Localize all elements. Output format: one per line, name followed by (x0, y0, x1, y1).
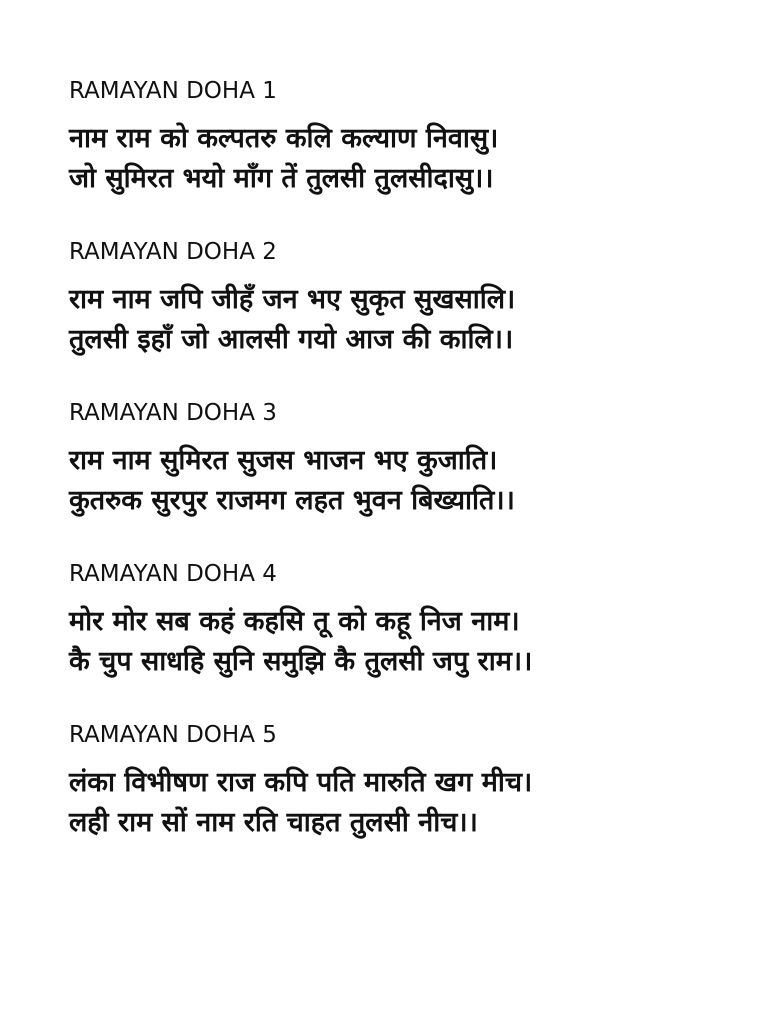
doha-verse (69, 602, 749, 682)
doha-heading: RAMAYAN DOHA 5 (69, 722, 277, 748)
doha-heading: RAMAYAN DOHA 3 (69, 400, 277, 426)
doha-line: कै चुप साधहि सुनि समुझि कै तुलसी जपु राम।। (69, 646, 533, 677)
doha-section (69, 399, 749, 521)
doha-section (69, 560, 749, 682)
doha-verse (69, 280, 749, 360)
doha-line: लंका विभीषण राज कपि पति मारुति खग मीच। (69, 767, 533, 798)
doha-line: जो सुमिरत भयो माँग तें तुलसी तुलसीदासु।। (69, 163, 494, 194)
doha-line: राम नाम सुमिरत सुजस भाजन भए कुजाति। (69, 445, 498, 476)
doha-heading: RAMAYAN DOHA 4 (69, 561, 277, 587)
doha-heading: RAMAYAN DOHA 1 (69, 78, 277, 104)
doha-line: कुतरुक सुरपुर राजमग लहत भुवन बिख्याति।। (69, 485, 515, 516)
doha-line: राम नाम जपि जीहँ जन भए सुकृत सुखसालि। (69, 284, 516, 315)
doha-section (69, 238, 749, 360)
doha-heading: RAMAYAN DOHA 2 (69, 239, 277, 265)
doha-section (69, 721, 749, 843)
doha-section (69, 77, 749, 199)
doha-line: नाम राम को कल्पतरु कलि कल्याण निवासु। (69, 123, 499, 154)
doha-line: मोर मोर सब कहं कहसि तू को कहू निज नाम। (69, 606, 520, 637)
doha-line: तुलसी इहाँ जो आलसी गयो आज की कालि।। (69, 324, 514, 355)
doha-line: लही राम सों नाम रति चाहत तुलसी नीच।। (69, 807, 478, 838)
doha-verse (69, 441, 749, 521)
doha-verse (69, 763, 749, 843)
doha-verse (69, 119, 749, 199)
